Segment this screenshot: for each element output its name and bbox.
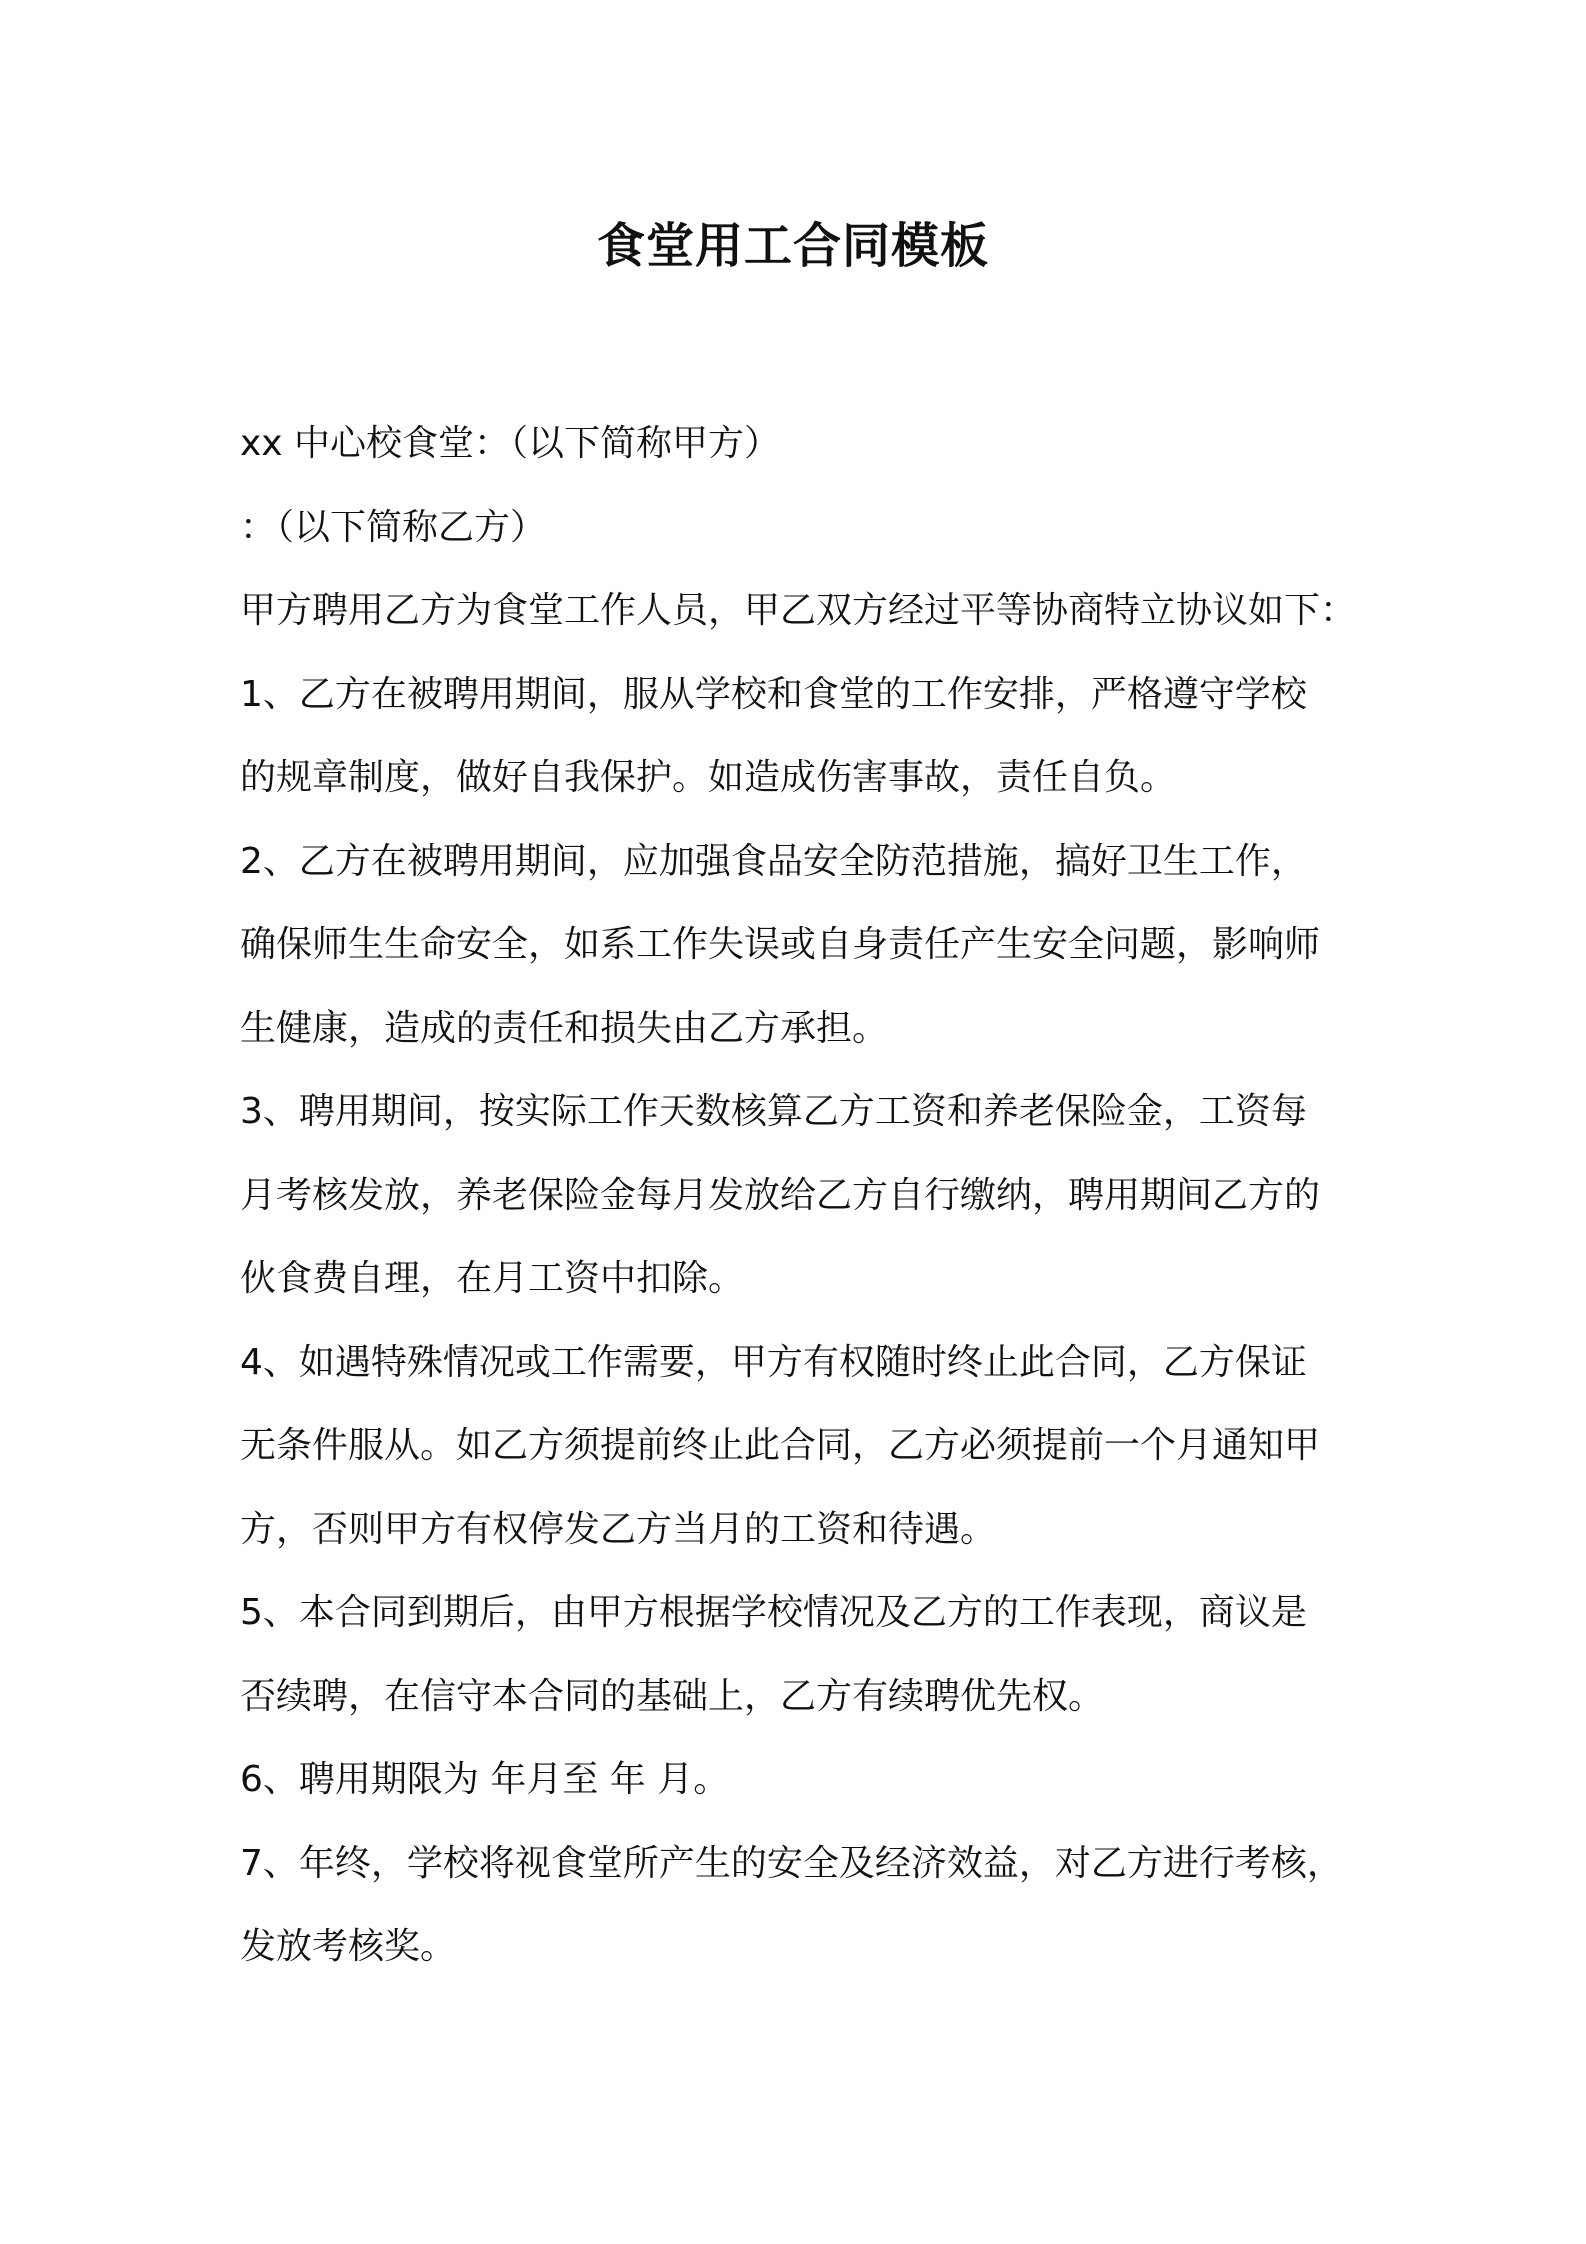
clause-3-line-2: 月考核发放，养老保险金每月发放给乙方自行缴纳，聘用期间乙方的	[240, 1174, 1321, 1216]
clause-1-line-1: 1、乙方在被聘用期间，服从学校和食堂的工作安排，严格遵守学校	[240, 673, 1307, 715]
clause-1-line-2: 的规章制度，做好自我保护。如造成伤害事故，责任自负。	[240, 757, 1177, 798]
clause-3-line-3: 伙食费自理，在月工资中扣除。	[240, 1258, 745, 1299]
party-a-line: xx 中心校食堂：（以下简称甲方）	[240, 423, 781, 464]
clause-7-line-1: 7、年终，学校将视食堂所产生的安全及经济效益，对乙方进行考核，	[240, 1842, 1343, 1884]
document-title: 食堂用工合同模板	[596, 218, 989, 274]
party-b-line: ：（以下简称乙方）	[240, 506, 547, 548]
clause-4-line-2: 无条件服从。如乙方须提前终止此合同，乙方必须提前一个月通知甲	[240, 1425, 1321, 1466]
document-body	[240, 402, 1370, 1989]
clause-4-line-1: 4、如遇特殊情况或工作需要，甲方有权随时终止此合同，乙方保证	[240, 1341, 1307, 1383]
intro-line: 甲方聘用乙方为食堂工作人员，甲乙双方经过平等协商特立协议如下：	[240, 590, 1357, 631]
clause-3-line-1: 3、聘用期间，按实际工作天数核算乙方工资和养老保险金，工资每	[240, 1091, 1307, 1132]
clause-2-line-1: 2、乙方在被聘用期间，应加强食品安全防范措施，搞好卫生工作，	[240, 840, 1307, 882]
clause-2-line-2: 确保师生生命安全，如系工作失误或自身责任产生安全问题，影响师	[240, 924, 1321, 965]
clause-7-line-2: 发放考核奖。	[240, 1926, 457, 1967]
clause-5-line-2: 否续聘，在信守本合同的基础上，乙方有续聘优先权。	[240, 1675, 1105, 1717]
clause-5-line-1: 5、本合同到期后，由甲方根据学校情况及乙方的工作表现，商议是	[240, 1592, 1307, 1633]
clause-4-line-3: 方，否则甲方有权停发乙方当月的工资和待遇。	[240, 1508, 997, 1550]
clause-2-line-3: 生健康，造成的责任和损失由乙方承担。	[240, 1007, 889, 1049]
clause-6-line-1: 6、聘用期限为 年月至 年 月。	[240, 1759, 730, 1800]
